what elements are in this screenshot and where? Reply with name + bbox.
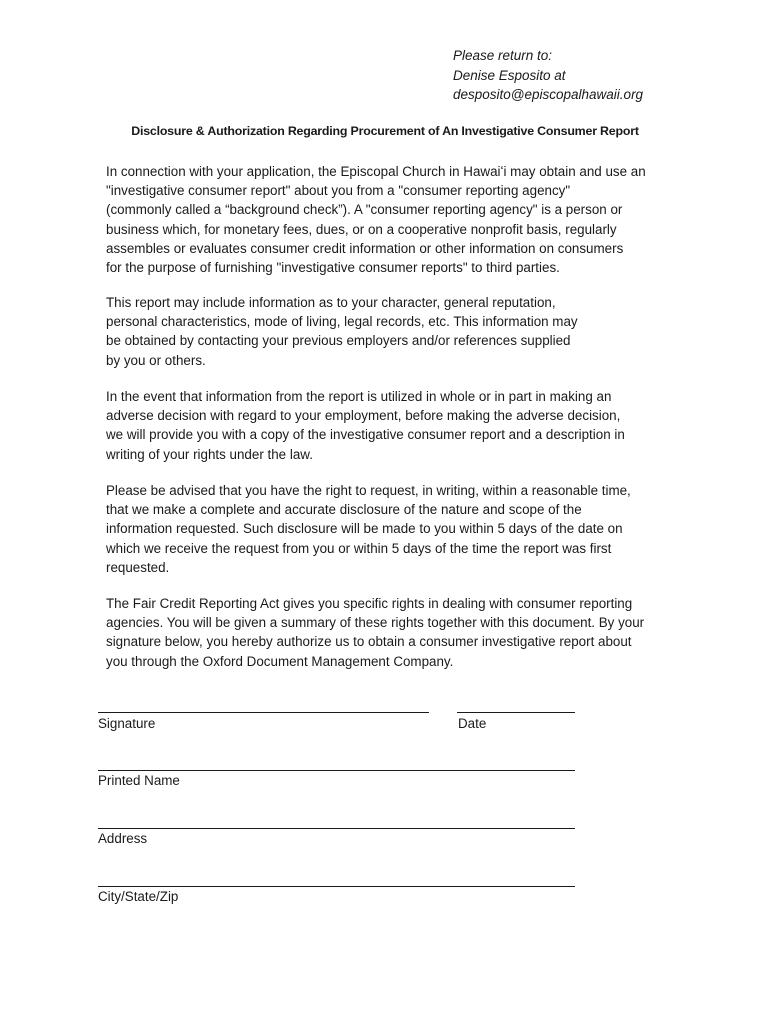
paragraph-line: we will provide you with a copy of the investigative consumer report and a description in	[106, 427, 625, 443]
return-to-heading: Please return to:	[453, 48, 553, 63]
printed-name-label: Printed Name	[98, 773, 180, 788]
paragraph-line: for the purpose of furnishing "investigative consumer reports" to third parties.	[106, 260, 560, 276]
paragraph-line: "investigative consumer report" about you from a "consumer reporting agency"	[106, 183, 571, 199]
paragraph-line: assembles or evaluates consumer credit information or other information on consumers	[106, 240, 624, 256]
paragraph-line: In connection with your application, the Episcopal Church in Hawaiʻi may obtain and use an	[106, 164, 646, 179]
paragraph-line: requested.	[106, 559, 170, 575]
paragraph-line: which we receive the request from you or within 5 days of the time the report was first	[106, 540, 612, 556]
paragraph-line: writing of your rights under the law.	[106, 446, 313, 462]
document-title: Disclosure & Authorization Regarding Procurement of An Investigative Consumer Report	[131, 124, 639, 138]
date-label: Date	[458, 716, 487, 731]
return-to-email: desposito@episcopalhawaii.org	[453, 87, 644, 102]
paragraph-line: you through the Oxford Document Management Company.	[106, 653, 454, 669]
paragraph-line: business which, for monetary fees, dues, or on a cooperative nonprofit basis, regularly	[106, 221, 617, 237]
date-line[interactable]	[457, 712, 575, 713]
paragraph-line: that we make a complete and accurate disclosure of the nature and scope of the	[106, 502, 582, 518]
paragraph-right-to-request	[106, 481, 676, 577]
signature-line[interactable]	[98, 712, 429, 713]
paragraph-fcra-authorization	[106, 594, 676, 671]
paragraph-line: adverse decision with regard to your employment, before making the adverse decision,	[106, 408, 621, 424]
paragraph-adverse-decision	[106, 387, 676, 464]
return-to-block	[453, 46, 643, 105]
return-to-contact-name: Denise Esposito at	[453, 67, 566, 83]
paragraph-line: The Fair Credit Reporting Act gives you specific rights in dealing with consumer reporting	[106, 596, 633, 611]
paragraph-background-check	[106, 162, 676, 277]
paragraph-line: personal characteristics, mode of living, legal records, etc. This information may	[106, 314, 578, 330]
paragraph-line: Please be advised that you have the right to request, in writing, within a reasonable time,	[106, 483, 631, 498]
paragraph-line: (commonly called a “background check”). A "consumer reporting agency" is a person or	[106, 202, 623, 218]
paragraph-line: This report may include information as to your character, general reputation,	[106, 295, 556, 310]
city-state-zip-line[interactable]	[98, 886, 575, 887]
printed-name-line[interactable]	[98, 770, 575, 771]
paragraph-line: information requested. Such disclosure will be made to you within 5 days of the date on	[106, 521, 623, 537]
paragraph-line: be obtained by contacting your previous employers and/or references supplied	[106, 333, 571, 349]
paragraph-line: agencies. You will be given a summary of these rights together with this document. By your	[106, 615, 645, 631]
paragraph-line: In the event that information from the report is utilized in whole or in part in making an	[106, 389, 612, 404]
address-label: Address	[98, 831, 148, 846]
address-line[interactable]	[98, 828, 575, 829]
signature-label: Signature	[98, 716, 156, 731]
paragraph-report-contents	[106, 293, 676, 370]
paragraph-line: signature below, you hereby authorize us to obtain a consumer investigative report about	[106, 634, 632, 650]
city-state-zip-label: City/State/Zip	[98, 889, 179, 904]
paragraph-line: by you or others.	[106, 352, 206, 368]
